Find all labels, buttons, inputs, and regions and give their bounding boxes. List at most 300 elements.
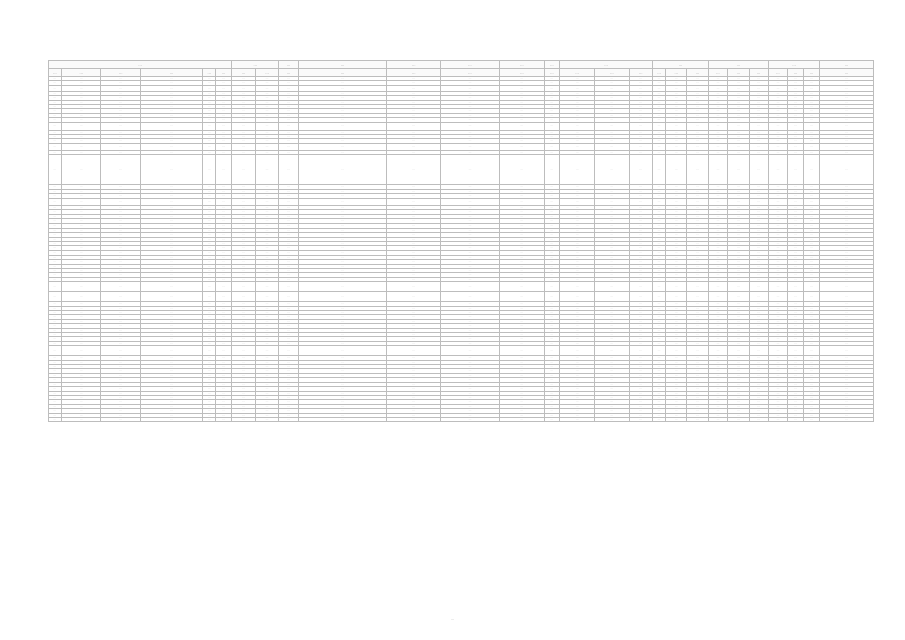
table-cell: … [728, 387, 749, 391]
table-cell: … [544, 356, 559, 360]
header-group: … [768, 61, 819, 69]
table-cell: … [708, 337, 727, 341]
table-cell: … [749, 219, 768, 223]
table-cell: … [216, 130, 232, 134]
table-cell: … [820, 214, 874, 218]
table-cell: … [232, 130, 256, 134]
table-cell: … [255, 85, 279, 91]
table-cell: … [279, 205, 298, 209]
table-cell: … [255, 118, 279, 122]
table-cell: … [544, 85, 559, 91]
table-cell: … [653, 324, 666, 328]
table-cell: … [820, 150, 874, 154]
table-cell: … [629, 219, 653, 223]
table-cell: … [653, 337, 666, 341]
table-cell: … [216, 260, 232, 264]
table-cell: … [728, 302, 749, 306]
table-cell: … [687, 382, 708, 386]
table-cell: … [49, 273, 62, 277]
table-cell: … [728, 113, 749, 117]
table-cell: … [216, 378, 232, 382]
table-cell: … [687, 365, 708, 369]
table-cell: … [298, 328, 387, 332]
table-cell: … [804, 198, 820, 205]
table-cell: … [499, 135, 544, 139]
column-header: … [653, 69, 666, 77]
table-cell: … [708, 105, 727, 109]
table-cell: … [728, 356, 749, 360]
table-cell: … [441, 209, 500, 214]
table-cell: … [255, 155, 279, 185]
table-cell: … [595, 214, 629, 218]
table-cell: … [595, 400, 629, 404]
table-cell: … [255, 194, 279, 198]
table-cell: … [49, 378, 62, 382]
table-cell: … [728, 237, 749, 241]
table-cell: … [629, 328, 653, 332]
table-cell: … [61, 273, 101, 277]
table-cell: … [216, 77, 232, 81]
table-cell: … [232, 241, 256, 245]
table-cell: … [279, 360, 298, 364]
table-cell: … [255, 139, 279, 143]
table-cell: … [665, 365, 686, 369]
table-cell: … [728, 77, 749, 81]
table-cell: … [595, 417, 629, 421]
table-cell: … [216, 85, 232, 91]
table-cell: … [687, 369, 708, 373]
table-cell: … [629, 337, 653, 341]
table-cell: … [441, 378, 500, 382]
table-cell: … [629, 404, 653, 408]
table-cell: … [788, 246, 804, 250]
table-cell: … [203, 219, 216, 223]
table-cell: … [665, 273, 686, 277]
table-cell: … [544, 96, 559, 100]
table-cell: … [101, 337, 141, 341]
table-cell: … [61, 100, 101, 104]
table-cell: … [544, 223, 559, 228]
table-cell: … [49, 282, 62, 292]
table-cell: … [788, 185, 804, 189]
table-cell: … [101, 315, 141, 319]
table-cell: … [203, 324, 216, 328]
table-cell: … [595, 205, 629, 209]
table-cell: … [749, 223, 768, 228]
table-cell: … [279, 150, 298, 154]
table-cell: … [544, 302, 559, 306]
table-cell: … [820, 109, 874, 113]
table-cell: … [820, 228, 874, 232]
table-cell: … [141, 356, 203, 360]
table-cell: … [387, 118, 441, 122]
table-cell: … [203, 155, 216, 185]
header-group: … [653, 61, 709, 69]
table-cell: … [499, 319, 544, 323]
table-cell: … [49, 246, 62, 250]
table-cell: … [232, 122, 256, 130]
table-cell: … [255, 382, 279, 386]
table-cell: … [629, 273, 653, 277]
table-cell: … [298, 150, 387, 154]
table-cell: … [279, 260, 298, 264]
table-cell: … [629, 246, 653, 250]
table-cell: … [255, 91, 279, 95]
table-cell: … [820, 311, 874, 315]
table-cell: … [595, 189, 629, 193]
table-cell: … [101, 369, 141, 373]
table-cell: … [768, 113, 787, 117]
table-cell: … [232, 302, 256, 306]
table-cell: … [595, 113, 629, 117]
table-cell: … [768, 228, 787, 232]
table-cell: … [665, 302, 686, 306]
table-cell: … [255, 246, 279, 250]
table-cell: … [216, 395, 232, 399]
table-cell: … [629, 395, 653, 399]
table-cell: … [768, 268, 787, 272]
table-cell: … [441, 324, 500, 328]
table-cell: … [49, 77, 62, 81]
table-cell: … [216, 373, 232, 377]
table-cell: … [49, 319, 62, 323]
table-cell: … [559, 139, 594, 143]
table-cell: … [595, 198, 629, 205]
table-cell: … [141, 237, 203, 241]
table-cell: … [203, 91, 216, 95]
table-cell: … [216, 143, 232, 150]
table-cell: … [101, 341, 141, 345]
table-cell: … [216, 113, 232, 117]
table-cell: … [665, 96, 686, 100]
table-cell: … [665, 77, 686, 81]
table-cell: … [749, 260, 768, 264]
table-cell: … [820, 155, 874, 185]
table-cell: … [665, 373, 686, 377]
table-cell: … [595, 341, 629, 345]
table-cell: … [544, 189, 559, 193]
table-cell: … [820, 96, 874, 100]
table-cell: … [49, 237, 62, 241]
table-cell: … [216, 219, 232, 223]
table-cell: … [653, 135, 666, 139]
table-cell: … [499, 198, 544, 205]
table-cell: … [499, 365, 544, 369]
table-cell: … [279, 214, 298, 218]
table-cell: … [499, 77, 544, 81]
table-cell: … [203, 143, 216, 150]
table-cell: … [203, 122, 216, 130]
table-cell: … [255, 150, 279, 154]
table-cell: … [708, 395, 727, 399]
table-cell: … [749, 324, 768, 328]
table-cell: … [788, 387, 804, 391]
table-cell: … [49, 387, 62, 391]
table-cell: … [255, 228, 279, 232]
table-cell: … [820, 268, 874, 272]
table-cell: … [708, 237, 727, 241]
table-cell: … [559, 109, 594, 113]
table-cell: … [232, 365, 256, 369]
table-cell: … [544, 400, 559, 404]
table-cell: … [749, 378, 768, 382]
table-cell: … [298, 333, 387, 337]
table-cell: … [387, 292, 441, 302]
table-cell: … [728, 96, 749, 100]
table-cell: … [298, 109, 387, 113]
table-cell: … [768, 319, 787, 323]
table-cell: … [728, 81, 749, 85]
table-cell: … [544, 135, 559, 139]
table-cell: … [279, 155, 298, 185]
table-cell: … [61, 81, 101, 85]
table-row [49, 198, 874, 205]
table-cell: … [279, 228, 298, 232]
table-cell: … [61, 91, 101, 95]
table-cell: … [141, 255, 203, 259]
table-cell: … [101, 233, 141, 237]
table-cell: … [728, 223, 749, 228]
table-cell: … [629, 135, 653, 139]
table-cell: … [653, 395, 666, 399]
header-group: … [232, 61, 279, 69]
table-cell: … [749, 194, 768, 198]
table-cell: … [61, 400, 101, 404]
table-cell: … [441, 109, 500, 113]
table-cell: … [708, 223, 727, 228]
table-cell: … [653, 369, 666, 373]
table-cell: … [61, 113, 101, 117]
table-cell: … [298, 91, 387, 95]
table-cell: … [804, 233, 820, 237]
table-cell: … [61, 198, 101, 205]
table-cell: … [687, 194, 708, 198]
table-cell: … [232, 185, 256, 189]
table-cell: … [629, 122, 653, 130]
table-cell: … [804, 194, 820, 198]
table-cell: … [768, 150, 787, 154]
table-cell: … [804, 105, 820, 109]
table-cell: … [665, 315, 686, 319]
table-cell: … [804, 273, 820, 277]
table-cell: … [101, 277, 141, 281]
table-cell: … [279, 341, 298, 345]
table-cell: … [216, 223, 232, 228]
table-cell: … [559, 135, 594, 139]
table-cell: … [595, 324, 629, 328]
table-cell: … [708, 96, 727, 100]
table-cell: … [216, 139, 232, 143]
table-cell: … [708, 382, 727, 386]
table-cell: … [387, 189, 441, 193]
table-cell: … [232, 85, 256, 91]
table-cell: … [141, 109, 203, 113]
table-cell: … [804, 373, 820, 377]
table-cell: … [804, 409, 820, 413]
table-cell: … [387, 324, 441, 328]
table-cell: … [499, 382, 544, 386]
table-cell: … [687, 113, 708, 117]
table-cell: … [665, 356, 686, 360]
table-cell: … [595, 155, 629, 185]
table-cell: … [768, 282, 787, 292]
table-cell: … [559, 91, 594, 95]
table-cell: … [544, 250, 559, 255]
table-cell: … [653, 91, 666, 95]
table-cell: … [653, 130, 666, 134]
table-cell: … [728, 382, 749, 386]
table-cell: … [665, 277, 686, 281]
table-cell: … [255, 356, 279, 360]
table-cell: … [559, 150, 594, 154]
table-cell: … [559, 214, 594, 218]
table-cell: … [559, 417, 594, 421]
table-cell: … [101, 219, 141, 223]
table-cell: … [653, 118, 666, 122]
table-cell: … [595, 369, 629, 373]
table-cell: … [141, 277, 203, 281]
table-cell: … [559, 77, 594, 81]
table-cell: … [749, 400, 768, 404]
table-cell: … [629, 302, 653, 306]
table-cell: … [749, 277, 768, 281]
table-cell: … [49, 81, 62, 85]
table-cell: … [441, 302, 500, 306]
table-cell: … [298, 198, 387, 205]
table-cell: … [61, 264, 101, 268]
table-cell: … [665, 219, 686, 223]
table-cell: … [653, 77, 666, 81]
table-cell: … [595, 277, 629, 281]
table-cell: … [499, 233, 544, 237]
table-cell: … [279, 185, 298, 189]
table-cell: … [232, 260, 256, 264]
table-cell: … [279, 113, 298, 117]
table-cell: … [788, 155, 804, 185]
table-cell: … [559, 328, 594, 332]
table-cell: … [101, 273, 141, 277]
table-cell: … [203, 81, 216, 85]
header-group: … [544, 61, 559, 69]
table-cell: … [595, 302, 629, 306]
table-cell: … [49, 122, 62, 130]
table-cell: … [820, 130, 874, 134]
header-group: … [708, 61, 768, 69]
table-cell: … [708, 404, 727, 408]
table-cell: … [820, 395, 874, 399]
table-cell: … [203, 77, 216, 81]
table-cell: … [49, 413, 62, 417]
table-cell: … [279, 91, 298, 95]
table-cell: … [820, 209, 874, 214]
table-cell: … [216, 341, 232, 345]
table-cell: … [687, 246, 708, 250]
table-cell: … [768, 77, 787, 81]
table-cell: … [441, 118, 500, 122]
table-cell: … [232, 189, 256, 193]
table-cell: … [441, 241, 500, 245]
table-cell: … [728, 233, 749, 237]
table-cell: … [559, 198, 594, 205]
table-cell: … [559, 387, 594, 391]
table-cell: … [232, 233, 256, 237]
table-cell: … [629, 417, 653, 421]
table-cell: … [804, 346, 820, 356]
table-cell: … [749, 109, 768, 113]
table-cell: … [232, 198, 256, 205]
table-cell: … [298, 387, 387, 391]
table-cell: … [687, 228, 708, 232]
table-cell: … [728, 292, 749, 302]
table-cell: … [61, 189, 101, 193]
table-cell: … [544, 324, 559, 328]
table-cell: … [298, 241, 387, 245]
table-cell: … [788, 135, 804, 139]
table-cell: … [49, 277, 62, 281]
table-cell: … [232, 150, 256, 154]
table-cell: … [279, 81, 298, 85]
table-cell: … [559, 122, 594, 130]
table-cell: … [141, 302, 203, 306]
table-cell: … [216, 391, 232, 395]
table-cell: … [141, 413, 203, 417]
table-cell: … [101, 150, 141, 154]
table-cell: … [216, 409, 232, 413]
table-cell: … [595, 209, 629, 214]
table-cell: … [768, 223, 787, 228]
table-cell: … [728, 143, 749, 150]
table-cell: … [232, 255, 256, 259]
table-cell: … [499, 155, 544, 185]
table-cell: … [49, 373, 62, 377]
table-cell: … [298, 264, 387, 268]
table-cell: … [629, 85, 653, 91]
table-cell: … [203, 118, 216, 122]
table-cell: … [298, 395, 387, 399]
table-row [49, 122, 874, 130]
table-cell: … [708, 311, 727, 315]
table-cell: … [749, 360, 768, 364]
table-cell: … [653, 81, 666, 85]
table-cell: … [728, 214, 749, 218]
table-cell: … [61, 85, 101, 91]
table-cell: … [665, 85, 686, 91]
table-cell: … [749, 105, 768, 109]
table-cell: … [687, 219, 708, 223]
table-cell: … [804, 100, 820, 104]
table-cell: … [629, 306, 653, 310]
table-cell: … [559, 333, 594, 337]
table-cell: … [687, 223, 708, 228]
table-cell: … [61, 96, 101, 100]
table-cell: … [653, 185, 666, 189]
table-cell: … [232, 77, 256, 81]
table-cell: … [61, 150, 101, 154]
table-cell: … [387, 81, 441, 85]
table-cell: … [203, 409, 216, 413]
table-cell: … [232, 209, 256, 214]
table-cell: … [687, 81, 708, 85]
table-cell: … [595, 237, 629, 241]
table-cell: … [387, 382, 441, 386]
table-cell: … [768, 356, 787, 360]
table-cell: … [728, 209, 749, 214]
table-cell: … [665, 360, 686, 364]
table-cell: … [499, 255, 544, 259]
table-cell: … [653, 282, 666, 292]
table-cell: … [141, 155, 203, 185]
table-cell: … [203, 241, 216, 245]
